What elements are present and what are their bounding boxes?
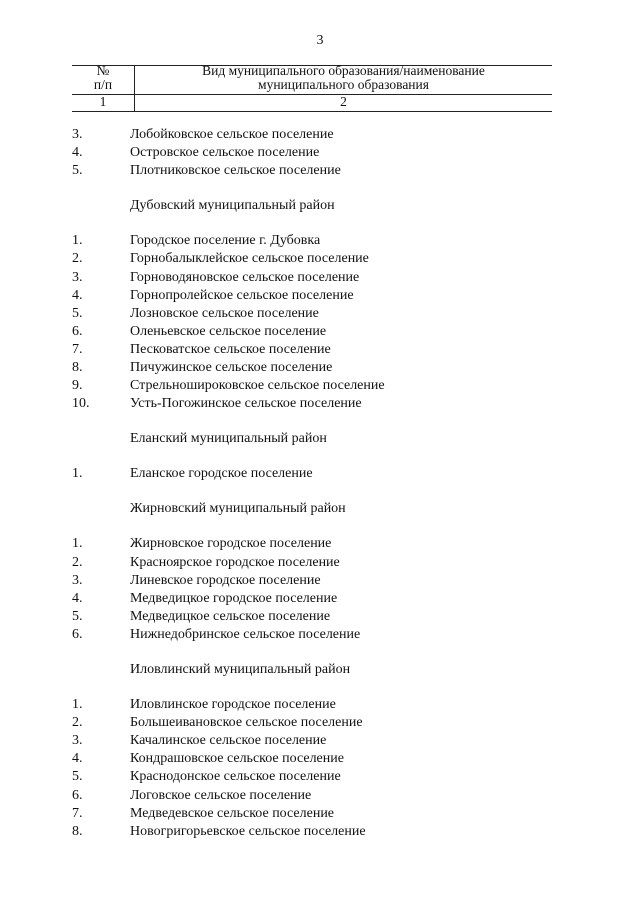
item-number: 9. <box>72 378 83 394</box>
item-number: 5. <box>72 769 83 785</box>
page-number: 3 <box>316 33 324 48</box>
item-number: 6. <box>72 626 83 642</box>
item-name: Горнобалыклейское сельское поселение <box>130 251 369 267</box>
item-number: 4. <box>72 590 83 606</box>
header-name-line-2: муниципального образования <box>258 77 429 92</box>
district-heading: Жирновский муниципальный район <box>130 501 346 517</box>
item-name: Медведицкое сельское поселение <box>130 608 331 624</box>
header-name-line-1: Вид муниципального образования/наименование <box>202 63 485 78</box>
item-number: 7. <box>72 805 83 821</box>
item-number: 1. <box>72 233 83 249</box>
item-name: Еланское городское поселение <box>130 466 313 482</box>
item-number: 8. <box>72 823 83 839</box>
item-number: 4. <box>72 751 83 767</box>
item-name: Стрельношироковское сельское поселение <box>130 378 385 394</box>
item-name: Кондрашовское сельское поселение <box>130 751 344 767</box>
header-number-abbrev: п/п <box>93 77 113 92</box>
item-number: 4. <box>72 287 83 303</box>
district-heading: Дубовский муниципальный район <box>130 198 335 214</box>
item-number: 6. <box>72 323 83 339</box>
header-column-index-1: 1 <box>99 94 107 109</box>
item-number: 3. <box>72 127 83 142</box>
item-name: Нижнедобринское сельское поселение <box>130 626 361 642</box>
item-number: 10. <box>72 396 90 412</box>
item-name: Усть-Погожинское сельское поселение <box>130 396 362 412</box>
item-number: 1. <box>72 536 83 552</box>
item-number: 6. <box>72 787 83 803</box>
item-number: 1. <box>72 466 83 482</box>
item-name: Горноводяновское сельское поселение <box>130 269 360 285</box>
item-name: Краснодонское сельское поселение <box>130 769 341 785</box>
item-name: Новогригорьевское сельское поселение <box>130 823 366 839</box>
header-number-column <box>72 64 134 92</box>
item-name: Качалинское сельское поселение <box>130 733 327 749</box>
item-number: 2. <box>72 251 83 267</box>
item-number: 8. <box>72 360 83 375</box>
item-name: Логовское сельское поселение <box>130 787 312 803</box>
item-name: Жирновское городское поселение <box>130 536 332 552</box>
item-number: 1. <box>72 697 83 712</box>
item-name: Пичужинское сельское поселение <box>130 360 333 375</box>
item-name: Иловлинское городское поселение <box>130 697 336 712</box>
item-name: Островское сельское поселение <box>130 145 320 161</box>
item-number: 3. <box>72 269 83 285</box>
item-number: 2. <box>72 554 83 570</box>
item-number: 4. <box>72 145 83 161</box>
item-number: 3. <box>72 733 83 749</box>
item-name: Оленьевское сельское поселение <box>130 323 327 339</box>
header-number-symbol: № <box>96 63 110 78</box>
item-name: Лозновское сельское поселение <box>130 305 319 321</box>
table-header <box>72 63 552 112</box>
item-number: 2. <box>72 715 83 731</box>
item-name: Линевское городское поселение <box>130 572 321 588</box>
header-column-index-2: 2 <box>340 94 347 109</box>
header-name-column <box>135 64 552 92</box>
item-name: Медведицкое городское поселение <box>130 590 338 606</box>
item-name: Плотниковское сельское поселение <box>130 163 341 179</box>
item-number: 3. <box>72 572 83 588</box>
header-rule-bottom <box>72 111 552 112</box>
item-name: Красноярское городское поселение <box>130 554 340 570</box>
item-number: 5. <box>72 305 83 321</box>
item-number: 5. <box>72 608 83 624</box>
item-name: Песковатское сельское поселение <box>130 341 331 357</box>
item-name: Городское поселение г. Дубовка <box>130 233 321 249</box>
district-heading: Иловлинский муниципальный район <box>130 662 351 677</box>
item-name: Горнопролейское сельское поселение <box>130 287 354 303</box>
item-name: Большеивановское сельское поселение <box>130 715 363 731</box>
item-name: Медведевское сельское поселение <box>130 805 335 821</box>
item-number: 5. <box>72 163 83 179</box>
item-name: Лобойковское сельское поселение <box>130 127 334 142</box>
district-heading: Еланский муниципальный район <box>130 431 327 447</box>
item-number: 7. <box>72 341 83 357</box>
